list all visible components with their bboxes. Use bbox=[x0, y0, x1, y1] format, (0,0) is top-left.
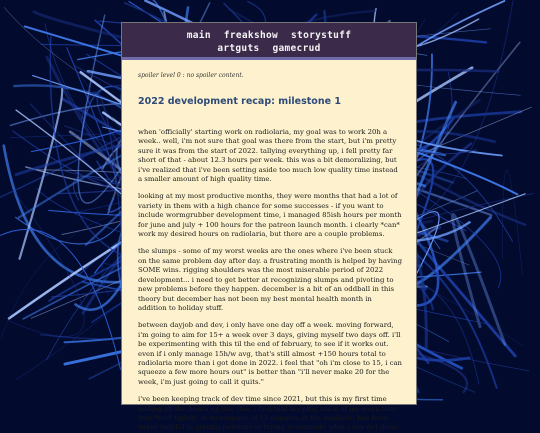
nav-link-gamecrud[interactable]: gamecrud bbox=[272, 43, 321, 54]
nav-row-1 bbox=[122, 23, 416, 42]
post-paragraph: between dayjob and dev, i only have one day off a week. moving forward, i'm going to aim for 15+ a week over 3 days, giving myself two days off. i'll be experimenting with this til the end of february, to see if it works out. even if i only manage 15h/w avg, that's still almost +150 hours total to radiolaria more than i got done in 2022. i feel that "oh i'm close to 15, i can squeeze a few more hours out" is better than "i'll never make 20 for the week, i'm just going to call it quits." bbox=[138, 321, 402, 386]
nav-link-artguts[interactable]: artguts bbox=[217, 43, 260, 54]
post-title: 2022 development recap: milestone 1 bbox=[138, 96, 341, 107]
post-content bbox=[122, 60, 416, 433]
top-nav bbox=[122, 23, 416, 60]
nav-link-main[interactable]: main bbox=[186, 30, 211, 41]
post-paragraph: the slumps - some of my worst weeks are the ones where i've been stuck on the same problem day after day. a frustrating month is helped by having SOME wins. rigging shoulders was the most miserable period of 2022 development... i need to get better at recognizing slumps and pivoting to new problems before they happen. december is a bit of an oddball in this theory but december has not been my best mental health month in addition to holiday stuff. bbox=[138, 247, 402, 312]
spoiler-notice: spoiler level 0 : no spoiler content. bbox=[138, 72, 244, 79]
nav-link-storystuff[interactable]: storystuff bbox=[291, 30, 352, 41]
nav-row-2 bbox=[122, 42, 416, 55]
post-paragraph: looking at my most productive months, they were months that had a lot of variety in them with a high chance for some successes - if you want to include wormgrubber development time, i managed 85ish hours per month for june and july + 100 hours for the patreon launch month. i clearly *can* work my desired hours on radiolaria, but there are a couple problems. bbox=[138, 192, 402, 239]
page-container bbox=[121, 22, 417, 432]
post-paragraph: i've been keeping track of dev time since 2021, but this is my first time adding all the hours up like this. i find that keeping track of my work time (not *too* tightly, in increments of 15 minutes at the smallest) has been super helpful in getting patterns or trying to estimate what i can get done. bbox=[138, 395, 400, 432]
nav-link-freakshow[interactable]: freakshow bbox=[223, 30, 279, 41]
post-paragraph: when 'officially' starting work on radiolaria, my goal was to work 20h a week.. well, i'm not sure that goal was there from the start, but i'm pretty sure it was from the start of 2022. tallying everything up, i fell pretty far short of that - about 12.3 hours per week. this was a bit demoralizing, but i've realized that i've been setting aside too much low quality time instead a smaller amount of high quality time. bbox=[138, 128, 398, 184]
background-strand bbox=[452, 214, 504, 344]
